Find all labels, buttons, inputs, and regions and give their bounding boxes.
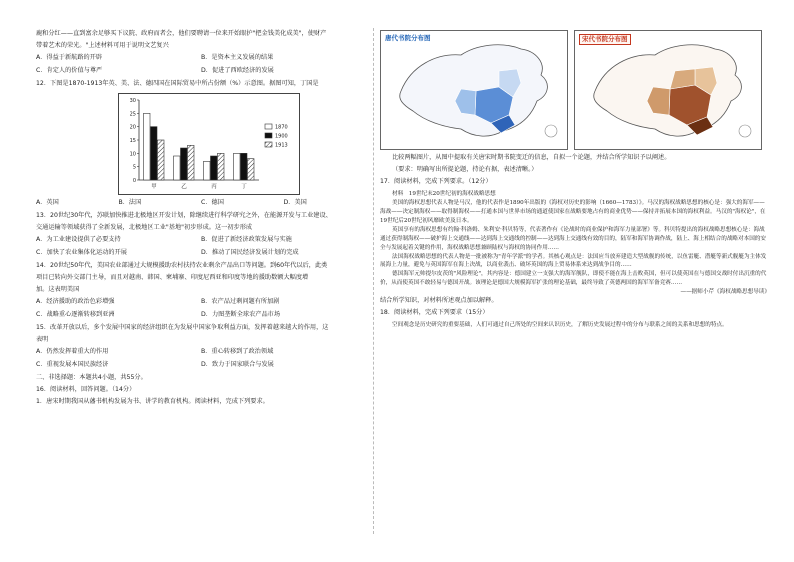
column-divider: [373, 28, 374, 534]
q15-options: [36, 348, 366, 357]
q11-options: [36, 54, 366, 63]
q13-option-d[interactable]: D．推动了国民经济发展计划的完成: [201, 248, 299, 256]
song-map: [574, 30, 762, 150]
q14-stem: 项目已转向外交部门主导，而且对越南、韩国、柬埔寨、印度尼西亚和印度等地的援助数额大幅度增: [36, 273, 309, 281]
intro-line: 鹿和分红——直到富余足够买下议院、政府而者会，他们要聘请一位来开始眼护"把金钱美化成美"，使财产: [36, 30, 327, 37]
legend-swatch-1913: [265, 142, 272, 147]
bar-chart-svg: [119, 94, 299, 194]
bar-1913-丙: [218, 153, 225, 180]
q14-options: [36, 311, 366, 320]
q12-stem: 12．下图是1870-1913年英、美、法、德四国在国际贸易中所占份额（%）示意图。据图可知，丁国是: [36, 79, 319, 87]
q12-option-d[interactable]: D．美国: [283, 198, 307, 206]
bar-1913-乙: [188, 145, 195, 180]
q13-stem: 交通运输等领域获得了全新发展，北极地区工业"基地"初步形成。这一初步形成: [36, 223, 253, 231]
q13-option-b[interactable]: B．促进了新经济政策发展与实施: [201, 235, 292, 243]
q17-paragraph: 英国享有的海权思想有约翰·科洛姆、朱利安·科贝特等，代表著作有《论战时的商业保护和海军力量部署》等。科贝特提出的海权战略思想核心是：海战通过获得制海权——破护海上交通线——达到海上交通线的控制——达到海上交通线有效的目的，陆军和海军协调作战，陆上、海上相结合的战略对本国的安全与发展起着关键的作用，海权战略思想兼顾陆权与海权的协同作用……: [380, 226, 766, 251]
bar-1870-丁: [234, 153, 241, 180]
y-tick-label: 15: [129, 137, 136, 144]
maps-row: [380, 30, 770, 150]
q17-attribution: ——据师小芹《海权战略思想导读》: [680, 289, 770, 296]
legend-swatch-1870: [265, 124, 272, 129]
q18-paragraph: 空间观念是历史研究的重要基础，人们可通过自己所处的空间来认识历史，了解历史发展过程中的分布与联系之间的关系和思想的特点。: [392, 322, 728, 329]
section-heading: 二、非选择题：本题共4小题，共55分。: [36, 373, 147, 381]
left-column: [36, 30, 366, 410]
q13-option-a[interactable]: A．为工业建设提供了必要支持: [36, 235, 121, 243]
q11-options: [36, 67, 366, 76]
q13-options: [36, 249, 366, 258]
q15-stem: 表明: [36, 335, 49, 343]
x-tick-label: 丙: [211, 183, 217, 190]
y-tick-label: 5: [132, 164, 136, 171]
q17-material-title: 材料 19世纪末20世纪初的海权战略思想: [392, 190, 496, 197]
q16-material: 1．唐宋时期我国从藩书机构发展为书、讲学的教育机构。阅读材料，完成下列要求。: [36, 397, 269, 405]
q15-stem: 15．改革开放以后，多个发展中国家的经济组织在为发展中国家争取利益方面，发挥着越来越大的作用，这: [36, 323, 329, 331]
bar-1900-甲: [151, 127, 158, 180]
bar-1870-甲: [144, 113, 151, 180]
q11-option-b[interactable]: B．是资本主义发展的结果: [201, 53, 274, 61]
right-column: [380, 30, 770, 330]
q11-option-d[interactable]: D．促进了西欧经济的发展: [201, 66, 274, 74]
tang-map-image: [381, 31, 567, 149]
maps-caption: 比较两幅图片，从图中提取有关唐宋时期书院变迁的信息，自拟一个论题，并结合所学知识予以阐述。: [392, 154, 671, 161]
q15-options: [36, 361, 366, 370]
q12-options: [36, 199, 366, 208]
q15-option-c[interactable]: C．重视发展本国民族经济: [36, 360, 109, 368]
bar-1870-乙: [174, 156, 181, 180]
q14-options: [36, 298, 366, 307]
trade-share-chart: [118, 93, 300, 195]
x-tick-label: 乙: [181, 183, 187, 190]
q12-option-c[interactable]: C．德国: [201, 198, 224, 206]
q13-option-c[interactable]: C．加快了农业集体化运动的开展: [36, 248, 127, 256]
x-tick-label: 丁: [241, 183, 247, 190]
song-map-image: [575, 31, 761, 149]
bar-1900-乙: [181, 148, 188, 180]
bar-1900-丁: [241, 153, 248, 180]
y-tick-label: 25: [129, 111, 136, 118]
legend-label-1900: 1900: [275, 133, 288, 140]
intro-line: 带着艺术的荣光。"上述材料可用于说明文艺复兴: [36, 41, 169, 49]
q17-paragraph: 德国海军元帅提尔皮茨的"风险理论"，其内容是：德国建立一支强大的海军舰队，即使不能在海上击败英国，但可以使英国在与德国交战时付出沉重的代价，从而使英国不敢轻易与德国开战。该理论是德国大规模海军扩张的理论基础，最终导致了英德两国的海军军备竞赛……: [380, 271, 767, 287]
q11-option-a[interactable]: A．得益于新航路的开辟: [36, 53, 103, 61]
bar-1913-甲: [158, 140, 165, 180]
maps-caption: （要求：明确写出所提论题，持论有据，表述清晰。）: [392, 165, 538, 173]
q15-option-b[interactable]: B．重心转移到了政治领域: [201, 347, 274, 355]
bar-1900-丙: [211, 156, 218, 180]
q17-requirement: 结合所学知识，对材料所述观点加以解释。: [380, 297, 498, 305]
q16-stem: 16．阅读材料，回答问题。（14分）: [36, 385, 136, 393]
q14-stem: 加。这表明美国: [36, 285, 80, 293]
bar-1870-丙: [204, 161, 211, 180]
q14-option-d[interactable]: D．力图垄断全球农产品市场: [201, 310, 281, 318]
q14-option-a[interactable]: A．经济援助的政治色彩增强: [36, 297, 115, 305]
q14-option-b[interactable]: B．农产品过剩问题有所加剧: [201, 297, 280, 305]
q13-options: [36, 236, 366, 245]
y-tick-label: 30: [129, 97, 136, 104]
y-tick-label: 20: [129, 124, 136, 131]
legend-label-1870: 1870: [275, 124, 288, 131]
q11-option-c[interactable]: C．肯定人的价值与尊严: [36, 66, 103, 74]
q15-option-a[interactable]: A．仍然发挥着重大的作用: [36, 347, 109, 355]
tang-map-title: 唐代书院分布图: [385, 34, 431, 42]
q18-stem: 18．阅读材料，完成下列要求（15分）: [380, 309, 489, 317]
q14-option-c[interactable]: C．战略重心逐渐转移到亚洲: [36, 310, 115, 318]
q17-paragraph: 美国的海权思想代表人物是马汉，他的代表作是1890年出版的《海权对历史的影响（1660—1783）》。马汉的海权战略思想的核心是：强大的海军——海战——决定制海权——取得制海权——打通本国与世界市场的通道使国家在战略要地占有的商业优势——保持并拓展本国的海权利益。马汉的"海权论"，在19世纪后20世纪初风靡欧美及日本。: [380, 199, 766, 224]
q15-option-d[interactable]: D．致力于国家联合与发展: [201, 360, 274, 368]
tang-map: [380, 30, 568, 150]
q17-stem: 17．阅读材料，完成下列要求。（12分）: [380, 177, 492, 185]
legend-label-1913: 1913: [275, 142, 288, 149]
q14-stem: 14．20世纪50年代，美国农业部通过大规模援助农村扶持农业剩余产品出口等问题。到60年代以后，此类: [36, 261, 328, 269]
q12-option-b[interactable]: B．法国: [118, 198, 142, 206]
song-map-title: 宋代书院分布图: [579, 34, 631, 45]
q12-option-a[interactable]: A．英国: [36, 198, 59, 206]
y-tick-label: 0: [132, 177, 136, 184]
bar-1913-丁: [248, 159, 255, 180]
q17-paragraph: 法国海权战略思想的代表人物是一批被称为"青年学派"的学者。其核心观点是：法国应当放弃建造大型战舰的传统，以鱼雷艇、潜艇等新式舰艇为主体发展海上力量，避免与英国海军在海上决战，以商业袭击、破坏英国的海上贸易体系来达到战争目的……: [380, 253, 767, 269]
q13-stem: 13．20世纪30年代，苏联加快推进北极地区开发计划，除继续进行科学研究之外，在能源开发与工业建设、: [36, 211, 332, 219]
x-tick-label: 甲: [151, 183, 157, 190]
y-tick-label: 10: [129, 151, 136, 158]
legend-swatch-1900: [265, 133, 272, 138]
